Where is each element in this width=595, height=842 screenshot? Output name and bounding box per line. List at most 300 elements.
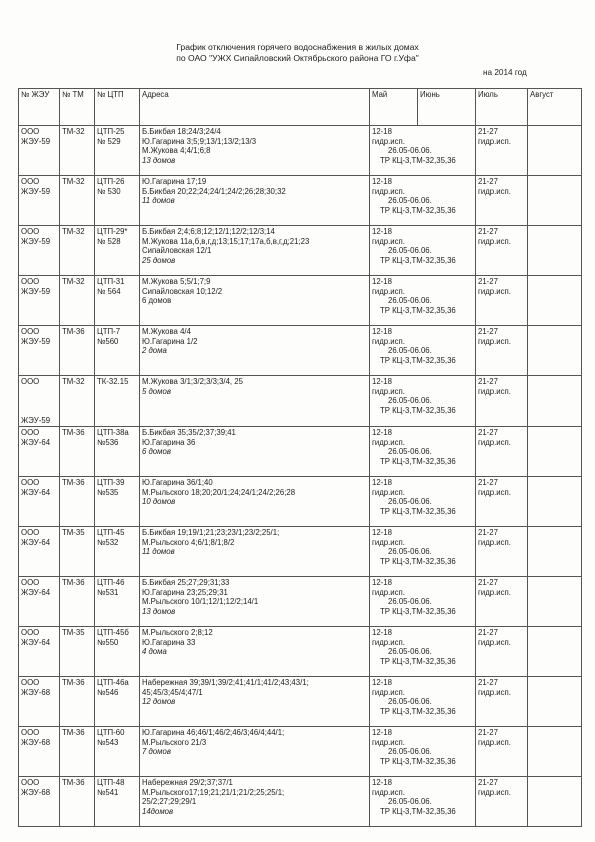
- zheu-cell: [19, 326, 60, 376]
- ctp-cell: [95, 477, 140, 527]
- address-line: 6 домов: [142, 296, 172, 306]
- june-note: ТР КЦ-3,ТМ-32,35,36: [380, 205, 456, 215]
- ctp-number: № 529: [97, 136, 121, 146]
- may-cell: [370, 477, 476, 527]
- tm-cell: ТМ-36: [60, 326, 95, 376]
- may-dates: 12-18: [372, 227, 392, 236]
- address-line: Ю.Гагарина 3;5;9;13/1;13/2;13/3: [142, 136, 257, 146]
- tm-cell: ТМ-36: [60, 777, 95, 827]
- july-note: гидр.исп.: [478, 587, 511, 597]
- july-cell: [476, 176, 528, 226]
- ctp-name: ЦТП-39: [97, 478, 125, 488]
- tm-cell: ТМ-32: [60, 276, 95, 326]
- may-note: гидр.исп.: [372, 437, 405, 447]
- august-cell: [528, 176, 582, 226]
- address-line: М.Рыльского17;19;21;21/1;21/2;25;25/1;: [142, 787, 285, 797]
- zheu-number: ЖЭУ-59: [21, 236, 51, 246]
- tm-cell: ТМ-36: [60, 477, 95, 527]
- may-cell: [370, 176, 476, 226]
- august-cell: [528, 326, 582, 376]
- ctp-cell: [95, 677, 140, 727]
- document-title: [0, 42, 595, 64]
- tm-cell: ТМ-32: [60, 126, 95, 176]
- address-line: М.Рыльского 10/1;12/1;12/2;14/1: [142, 597, 259, 607]
- house-count: 13 домов: [142, 155, 176, 165]
- zheu-number: ЖЭУ-59: [21, 136, 51, 146]
- address-cell: [140, 677, 370, 727]
- tm-cell: ТМ-32: [60, 176, 95, 226]
- address-line: М.Жукова 11а,б,в,г,д;13;15;17;17а,б,в,г,д;21;23: [142, 236, 310, 246]
- july-dates: 21-27: [478, 277, 498, 286]
- ctp-name: ЦТП-38а: [97, 428, 129, 438]
- july-cell: [476, 527, 528, 577]
- may-note: гидр.исп.: [372, 537, 405, 547]
- zheu-org: ООО: [21, 277, 40, 286]
- title-line-2: по ОАО "УЖХ Сипайловский Октябрьского района ГО г.Уфа": [176, 53, 419, 63]
- may-dates: 12-18: [372, 678, 392, 688]
- august-cell: [528, 777, 582, 827]
- june-dates: 26.05-06.06.: [388, 447, 432, 457]
- june-dates: 26.05-06.06.: [388, 797, 432, 807]
- house-count: 11 домов: [142, 547, 175, 557]
- address-line: Б.Бикбая 35;35/2;37;39;41: [142, 428, 236, 438]
- zheu-org: ООО: [21, 528, 40, 538]
- may-note: гидр.исп.: [372, 587, 405, 597]
- ctp-cell: [95, 126, 140, 176]
- tm-cell: ТМ-32: [60, 376, 95, 427]
- house-count: 6 домов: [142, 447, 171, 457]
- ctp-number: №532: [97, 537, 119, 547]
- zheu-number: ЖЭУ-68: [21, 737, 51, 747]
- july-dates: 21-27: [478, 628, 498, 638]
- may-cell: [370, 677, 476, 727]
- august-cell: [528, 276, 582, 326]
- zheu-number: ЖЭУ-59: [21, 336, 51, 346]
- july-cell: [476, 677, 528, 727]
- address-line: Б.Бикбая 19;19/1;21;23;23/1;23/2;25/1;: [142, 528, 280, 538]
- july-note: гидр.исп.: [478, 737, 511, 747]
- zheu-cell: [19, 376, 60, 427]
- header-tm: № ТМ: [60, 89, 95, 126]
- tm-cell: ТМ-32: [60, 226, 95, 276]
- address-cell: [140, 427, 370, 477]
- address-line: 25/2;27;29;29/1: [142, 797, 197, 807]
- house-count: 11 домов: [142, 196, 175, 206]
- ctp-number: №543: [97, 737, 119, 747]
- zheu-cell: [19, 427, 60, 477]
- ctp-cell: [95, 226, 140, 276]
- address-line: М.Рыльского 4;6/1;8/1;8/2: [142, 537, 235, 547]
- june-dates: 26.05-06.06.: [388, 196, 432, 206]
- address-line: М.Жукова 4;4/1;6;8: [142, 146, 211, 156]
- may-dates: 12-18: [372, 578, 392, 588]
- june-note: ТР КЦ-3,ТМ-32,35,36: [380, 255, 456, 265]
- address-line: М.Жукова 5;5/1;7;9: [142, 277, 211, 286]
- address-line: Б.Бикбая 25;27;29;31;33: [142, 578, 230, 588]
- tm-cell: ТМ-36: [60, 427, 95, 477]
- address-line: Б.Бикбая 2;4;6;8;12;12/1;12/2;12/3;14: [142, 227, 275, 236]
- june-dates: 26.05-06.06.: [388, 597, 432, 607]
- zheu-number: ЖЭУ-68: [21, 787, 51, 797]
- may-note: гидр.исп.: [372, 336, 405, 346]
- header-row: [19, 89, 582, 126]
- july-dates: 21-27: [478, 177, 498, 186]
- may-cell: [370, 126, 476, 176]
- july-note: гидр.исп.: [478, 336, 511, 346]
- ctp-number: №536: [97, 437, 119, 447]
- zheu-cell: [19, 226, 60, 276]
- address-line: Ю.Гагарина 1/2: [142, 336, 198, 346]
- june-note: ТР КЦ-3,ТМ-32,35,36: [380, 155, 456, 165]
- may-cell: [370, 777, 476, 827]
- address-line: Набережная 29/2;37;37/1: [142, 778, 233, 788]
- ctp-number: № 528: [97, 236, 121, 246]
- zheu-org: ООО: [21, 428, 40, 438]
- address-cell: [140, 527, 370, 577]
- zheu-number: ЖЭУ-64: [21, 487, 51, 497]
- address-cell: [140, 727, 370, 777]
- ctp-name: ЦТП-25: [97, 127, 125, 136]
- may-note: гидр.исп.: [372, 737, 405, 747]
- zheu-cell: [19, 627, 60, 677]
- july-cell: [476, 577, 528, 627]
- ctp-number: №560: [97, 336, 119, 346]
- table-row: [19, 727, 582, 777]
- july-dates: 21-27: [478, 728, 498, 738]
- may-cell: [370, 376, 476, 427]
- table-row: [19, 427, 582, 477]
- may-note: гидр.исп.: [372, 386, 405, 396]
- address-line: Ю.Гагарина 33: [142, 637, 196, 647]
- zheu-cell: [19, 176, 60, 226]
- july-dates: 21-27: [478, 578, 498, 588]
- address-line: М.Рыльского 21/3: [142, 737, 207, 747]
- table-row: [19, 376, 582, 427]
- may-dates: 12-18: [372, 277, 392, 286]
- may-dates: 12-18: [372, 127, 392, 136]
- header-july: Июль: [476, 89, 528, 126]
- address-cell: [140, 577, 370, 627]
- june-note: ТР КЦ-3,ТМ-32,35,36: [380, 706, 456, 716]
- address-cell: [140, 627, 370, 677]
- table-row: [19, 577, 582, 627]
- address-cell: [140, 176, 370, 226]
- zheu-cell: [19, 477, 60, 527]
- may-note: гидр.исп.: [372, 236, 405, 246]
- july-note: гидр.исп.: [478, 236, 511, 246]
- june-note: ТР КЦ-3,ТМ-32,35,36: [380, 656, 456, 666]
- address-cell: [140, 376, 370, 427]
- address-line: Сипайловская 10;12/2: [142, 286, 223, 296]
- may-dates: 12-18: [372, 428, 392, 438]
- july-cell: [476, 727, 528, 777]
- may-dates: 12-18: [372, 177, 392, 186]
- ctp-cell: [95, 376, 140, 427]
- zheu-cell: [19, 727, 60, 777]
- june-dates: 26.05-06.06.: [388, 697, 432, 707]
- june-note: ТР КЦ-3,ТМ-32,35,36: [380, 355, 456, 365]
- house-count: 7 домов: [142, 747, 171, 757]
- ctp-cell: [95, 176, 140, 226]
- may-cell: [370, 427, 476, 477]
- house-count: 12 домов: [142, 697, 176, 707]
- ctp-name: ЦТП-29*: [97, 227, 128, 236]
- july-cell: [476, 477, 528, 527]
- tm-cell: ТМ-36: [60, 727, 95, 777]
- june-note: ТР КЦ-3,ТМ-32,35,36: [380, 556, 456, 566]
- june-note: ТР КЦ-3,ТМ-32,35,36: [380, 756, 456, 766]
- july-cell: [476, 627, 528, 677]
- june-dates: 26.05-06.06.: [388, 346, 432, 356]
- ctp-cell: [95, 427, 140, 477]
- table-row: [19, 627, 582, 677]
- july-note: гидр.исп.: [478, 437, 511, 447]
- june-dates: 26.05-06.06.: [388, 396, 432, 406]
- may-cell: [370, 276, 476, 326]
- june-dates: 26.05-06.06.: [388, 747, 432, 757]
- ctp-name: ЦТП-48: [97, 778, 125, 788]
- table-row: [19, 777, 582, 827]
- june-dates: 26.05-06.06.: [388, 296, 432, 306]
- zheu-cell: [19, 126, 60, 176]
- zheu-cell: [19, 276, 60, 326]
- zheu-org: ООО: [21, 628, 40, 638]
- address-cell: [140, 777, 370, 827]
- august-cell: [528, 627, 582, 677]
- may-cell: [370, 326, 476, 376]
- august-cell: [528, 577, 582, 627]
- table-row: [19, 477, 582, 527]
- june-dates: 26.05-06.06.: [388, 497, 432, 507]
- may-dates: 12-18: [372, 628, 392, 638]
- may-cell: [370, 627, 476, 677]
- header-august: Август: [528, 89, 582, 126]
- august-cell: [528, 226, 582, 276]
- address-line: М.Рыльского 2;8;12: [142, 628, 213, 638]
- august-cell: [528, 376, 582, 427]
- address-line: Ю.Гагарина 36: [142, 437, 196, 447]
- july-cell: [476, 427, 528, 477]
- address-line: Сипайловская 12/1: [142, 246, 212, 256]
- july-cell: [476, 226, 528, 276]
- address-line: М.Жукова 3/1;3/2;3/3;3/4, 25: [142, 377, 243, 386]
- zheu-cell: [19, 527, 60, 577]
- title-line-1: График отключения горячего водоснабжения в жилых домах: [176, 42, 419, 52]
- zheu-number: ЖЭУ-64: [21, 537, 51, 547]
- ctp-name: ЦТП-45б: [97, 628, 129, 638]
- july-dates: 21-27: [478, 678, 498, 688]
- ctp-name: ЦТП-7: [97, 327, 121, 336]
- address-line: М.Рыльского 18;20;20/1;24;24/1;24/2;26;28: [142, 487, 296, 497]
- address-cell: [140, 226, 370, 276]
- zheu-cell: [19, 677, 60, 727]
- zheu-org: ООО: [21, 478, 40, 488]
- tm-cell: ТМ-35: [60, 527, 95, 577]
- august-cell: [528, 727, 582, 777]
- zheu-org: ООО: [21, 177, 40, 186]
- ctp-name: ТК-32.15: [97, 377, 129, 386]
- tm-cell: ТМ-35: [60, 627, 95, 677]
- june-note: ТР КЦ-3,ТМ-32,35,36: [380, 606, 456, 616]
- table-row: [19, 126, 582, 176]
- table-row: [19, 176, 582, 226]
- ctp-number: № 564: [97, 286, 121, 296]
- july-dates: 21-27: [478, 528, 498, 538]
- ctp-cell: [95, 527, 140, 577]
- july-dates: 21-27: [478, 377, 498, 386]
- july-note: гидр.исп.: [478, 637, 511, 647]
- july-dates: 21-27: [478, 227, 498, 236]
- may-cell: [370, 727, 476, 777]
- header-zheu: № ЖЭУ: [19, 89, 60, 126]
- zheu-cell: [19, 577, 60, 627]
- may-note: гидр.исп.: [372, 787, 405, 797]
- address-cell: [140, 126, 370, 176]
- house-count: 14домов: [142, 806, 174, 816]
- ctp-cell: [95, 627, 140, 677]
- may-note: гидр.исп.: [372, 136, 405, 146]
- ctp-number: №535: [97, 487, 119, 497]
- ctp-cell: [95, 777, 140, 827]
- house-count: 4 дома: [142, 647, 167, 657]
- august-cell: [528, 477, 582, 527]
- address-line: М.Жукова 4/4: [142, 327, 191, 336]
- zheu-cell: [19, 777, 60, 827]
- july-dates: 21-27: [478, 778, 498, 788]
- july-note: гидр.исп.: [478, 286, 511, 296]
- table-row: [19, 226, 582, 276]
- july-dates: 21-27: [478, 428, 498, 438]
- ctp-number: № 530: [97, 186, 121, 196]
- zheu-number: ЖЭУ-64: [21, 637, 51, 647]
- may-dates: 12-18: [372, 528, 392, 538]
- may-note: гидр.исп.: [372, 687, 405, 697]
- address-line: Б.Бикбая 20;22;24;24/1;24/2;26;28;30;32: [142, 186, 286, 196]
- ctp-name: ЦТП-60: [97, 728, 125, 738]
- ctp-cell: [95, 577, 140, 627]
- tm-cell: ТМ-36: [60, 577, 95, 627]
- zheu-org: ООО: [21, 227, 40, 236]
- address-line: Ю.Гагарина 36/1;40: [142, 478, 213, 488]
- header-ctp: № ЦТП: [95, 89, 140, 126]
- house-count: 25 домов: [142, 255, 176, 265]
- zheu-number: ЖЭУ-59: [21, 415, 51, 425]
- zheu-org: ООО: [21, 678, 40, 688]
- july-cell: [476, 777, 528, 827]
- may-cell: [370, 527, 476, 577]
- may-note: гидр.исп.: [372, 286, 405, 296]
- zheu-number: ЖЭУ-64: [21, 437, 51, 447]
- zheu-org: ООО: [21, 578, 40, 588]
- address-line: Ю.Гагарина 46;46/1;46/2;46/3;46/4;44/1;: [142, 728, 285, 738]
- table-row: [19, 326, 582, 376]
- ctp-cell: [95, 727, 140, 777]
- august-cell: [528, 126, 582, 176]
- year-label: на 2014 год: [483, 68, 527, 77]
- header-address: Адреса: [140, 89, 370, 126]
- may-note: гидр.исп.: [372, 487, 405, 497]
- may-cell: [370, 226, 476, 276]
- june-note: ТР КЦ-3,ТМ-32,35,36: [380, 506, 456, 516]
- address-line: Набережная 39;39/1;39/2;41;41/1;41/2;43;43/1;: [142, 678, 309, 688]
- june-note: ТР КЦ-3,ТМ-32,35,36: [380, 806, 456, 816]
- schedule-table: [18, 88, 582, 827]
- june-dates: 26.05-06.06.: [388, 647, 432, 657]
- july-note: гидр.исп.: [478, 487, 511, 497]
- zheu-org: ООО: [21, 728, 40, 738]
- july-note: гидр.исп.: [478, 537, 511, 547]
- august-cell: [528, 677, 582, 727]
- june-note: ТР КЦ-3,ТМ-32,35,36: [380, 305, 456, 315]
- august-cell: [528, 427, 582, 477]
- june-dates: 26.05-06.06.: [388, 146, 432, 156]
- june-note: ТР КЦ-3,ТМ-32,35,36: [380, 456, 456, 466]
- address-cell: [140, 276, 370, 326]
- zheu-org: ООО: [21, 778, 40, 788]
- ctp-number: №550: [97, 637, 119, 647]
- ctp-cell: [95, 276, 140, 326]
- house-count: 13 домов: [142, 606, 176, 616]
- may-dates: 12-18: [372, 778, 392, 788]
- zheu-number: ЖЭУ-64: [21, 587, 51, 597]
- may-dates: 12-18: [372, 327, 392, 336]
- may-note: гидр.исп.: [372, 637, 405, 647]
- july-cell: [476, 276, 528, 326]
- july-note: гидр.исп.: [478, 186, 511, 196]
- july-note: гидр.исп.: [478, 386, 511, 396]
- address-line: Ю.Гагарина 23;25;29;31: [142, 587, 228, 597]
- july-dates: 21-27: [478, 327, 498, 336]
- july-note: гидр.исп.: [478, 136, 511, 146]
- table-row: [19, 527, 582, 577]
- address-line: Ю.Гагарина 17;19: [142, 177, 207, 186]
- zheu-org: ООО: [21, 327, 40, 336]
- july-note: гидр.исп.: [478, 787, 511, 797]
- address-cell: [140, 326, 370, 376]
- ctp-name: ЦТП-31: [97, 277, 125, 286]
- july-cell: [476, 376, 528, 427]
- zheu-number: ЖЭУ-68: [21, 687, 51, 697]
- address-line: 45;45/3;45/4;47/1: [142, 687, 203, 697]
- ctp-name: ЦТП-46а: [97, 678, 129, 688]
- june-note: ТР КЦ-3,ТМ-32,35,36: [380, 405, 456, 415]
- address-line: Б.Бикбая 18;24/3;24/4: [142, 127, 221, 136]
- tm-cell: ТМ-36: [60, 677, 95, 727]
- table-row: [19, 677, 582, 727]
- may-dates: 12-18: [372, 377, 392, 386]
- may-dates: 12-18: [372, 478, 392, 488]
- august-cell: [528, 527, 582, 577]
- july-dates: 21-27: [478, 127, 498, 136]
- may-dates: 12-18: [372, 728, 392, 738]
- zheu-org: ООО: [21, 127, 40, 136]
- house-count: 5 домов: [142, 386, 171, 396]
- ctp-name: ЦТП-45: [97, 528, 125, 538]
- july-note: гидр.исп.: [478, 687, 511, 697]
- june-dates: 26.05-06.06.: [388, 547, 432, 557]
- zheu-org: ООО: [21, 377, 40, 386]
- ctp-number: №531: [97, 587, 119, 597]
- ctp-name: ЦТП-26: [97, 177, 125, 186]
- july-dates: 21-27: [478, 478, 498, 488]
- ctp-cell: [95, 326, 140, 376]
- ctp-name: ЦТП-46: [97, 578, 125, 588]
- header-june: Июнь: [418, 89, 476, 126]
- june-dates: 26.05-06.06.: [388, 246, 432, 256]
- may-note: гидр.исп.: [372, 186, 405, 196]
- house-count: 10 домов: [142, 497, 176, 507]
- zheu-number: ЖЭУ-59: [21, 286, 51, 296]
